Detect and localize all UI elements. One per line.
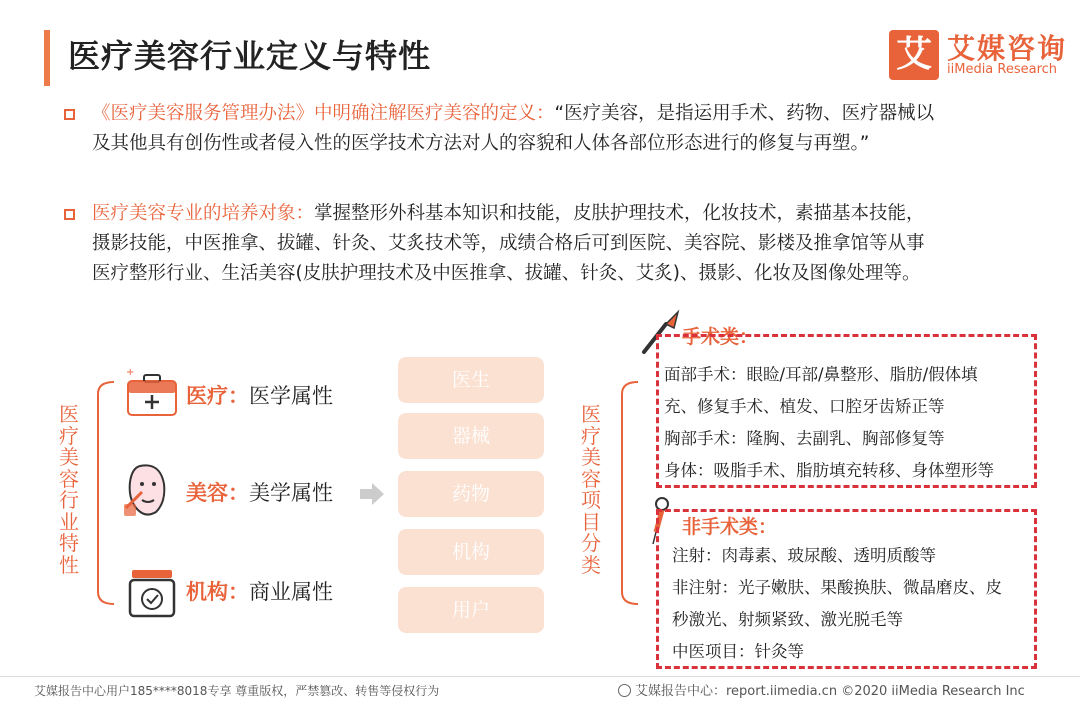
- training-paragraph: [64, 199, 1024, 289]
- right-brace: [612, 380, 642, 606]
- logo-cn: 艾媒咨询: [947, 32, 1068, 65]
- trait-value: 美学属性: [249, 481, 333, 505]
- footer-copyright-notice: 艾媒报告中心用户185****8018专享 尊重版权，严禁篡改、转售等侵权行为: [34, 684, 440, 698]
- medical-kit-icon: [124, 367, 180, 419]
- left-brace: [88, 380, 118, 606]
- project-categories-title: 医疗美容项目分类: [581, 402, 601, 577]
- trait-key: 美容：: [186, 481, 249, 505]
- trait-value: 医学属性: [249, 384, 333, 408]
- surgical-item: 面部手术：眼睑/耳部/鼻整形、脂肪/假体填: [664, 365, 978, 384]
- trait-key: 机构：: [186, 580, 249, 604]
- pill-doctor: 医生: [398, 357, 544, 403]
- definition-line-1: [64, 99, 1024, 129]
- logo-en: iiMedia Research: [947, 62, 1058, 77]
- svg-text:+: +: [126, 367, 135, 378]
- surgical-heading: 手术类：: [682, 326, 759, 348]
- non-surgical-heading: 非手术类：: [682, 516, 778, 538]
- training-text-1: 掌握整形外科基本知识和技能，皮肤护理技术，化妆技术，素描基本技能，: [314, 203, 925, 224]
- non-surgical-item: 中医项目：针灸等: [672, 642, 804, 661]
- surgical-item: 身体：吸脂手术、脂肪填充转移、身体塑形等: [664, 461, 994, 480]
- bullet-square-icon: [64, 109, 75, 120]
- footer-source-text: 艾媒报告中心：report.iimedia.cn ©2020 iiMedia Research Inc: [635, 684, 1025, 699]
- arrow-right-icon: [360, 483, 384, 505]
- footer-divider: [0, 676, 1080, 677]
- non-surgical-list: [672, 540, 1002, 668]
- pill-institution: 机构: [398, 529, 544, 575]
- definition-paragraph: [64, 99, 1024, 159]
- title-accent-bar: [44, 30, 50, 86]
- training-line-2: 摄影技能，中医推拿、拔罐、针灸、艾炙技术等，成绩合格后可到医院、美容院、影楼及推拿馆等从事: [92, 233, 925, 254]
- surgical-list: [664, 359, 994, 487]
- footer-source: [618, 680, 1025, 699]
- non-surgical-item: 注射：肉毒素、玻尿酸、透明质酸等: [672, 546, 936, 565]
- pill-user: 用户: [398, 587, 544, 633]
- page-title: 医疗美容行业定义与特性: [68, 37, 432, 75]
- definition-highlight: 《医疗美容服务管理办法》中明确注解医疗美容的定义：: [92, 103, 555, 124]
- non-surgical-item: 秒激光、射频紧致、激光脱毛等: [672, 610, 903, 629]
- institution-icon: [126, 568, 178, 620]
- globe-icon: [618, 684, 631, 697]
- definition-line-2: 及其他具有创伤性或者侵入性的医学技术方法对人的容貌和人体各部位形态进行的修复与再塑。”: [92, 133, 870, 154]
- training-highlight: 医疗美容专业的培养对象：: [92, 203, 315, 224]
- pill-drugs: 药物: [398, 471, 544, 517]
- training-line-3: 医疗整形行业、生活美容(皮肤护理技术及中医推拿、拔罐、针灸、艾炙)、摄影、化妆及图像处理等。: [92, 263, 921, 284]
- face-mask-icon: [122, 462, 180, 520]
- surgical-item: 充、修复手术、植发、口腔牙齿矫正等: [664, 397, 945, 416]
- trait-value: 商业属性: [249, 580, 333, 604]
- logo-mark: 艾: [889, 30, 939, 80]
- non-surgical-item: 非注射：光子嫩肤、果酸换肤、微晶磨皮、皮: [672, 578, 1002, 597]
- trait-row-beauty: [186, 478, 333, 508]
- pill-equipment: 器械: [398, 413, 544, 459]
- definition-text-1: “医疗美容，是指运用手术、药物、医疗器械以: [554, 103, 935, 124]
- trait-row-medical: [186, 381, 333, 411]
- trait-row-institution: [186, 577, 333, 607]
- trait-key: 医疗：: [186, 384, 249, 408]
- bullet-square-icon: [64, 209, 75, 220]
- industry-traits-title: 医疗美容行业特性: [59, 402, 79, 577]
- training-line-1: [64, 199, 1024, 229]
- surgical-item: 胸部手术：隆胸、去副乳、胸部修复等: [664, 429, 945, 448]
